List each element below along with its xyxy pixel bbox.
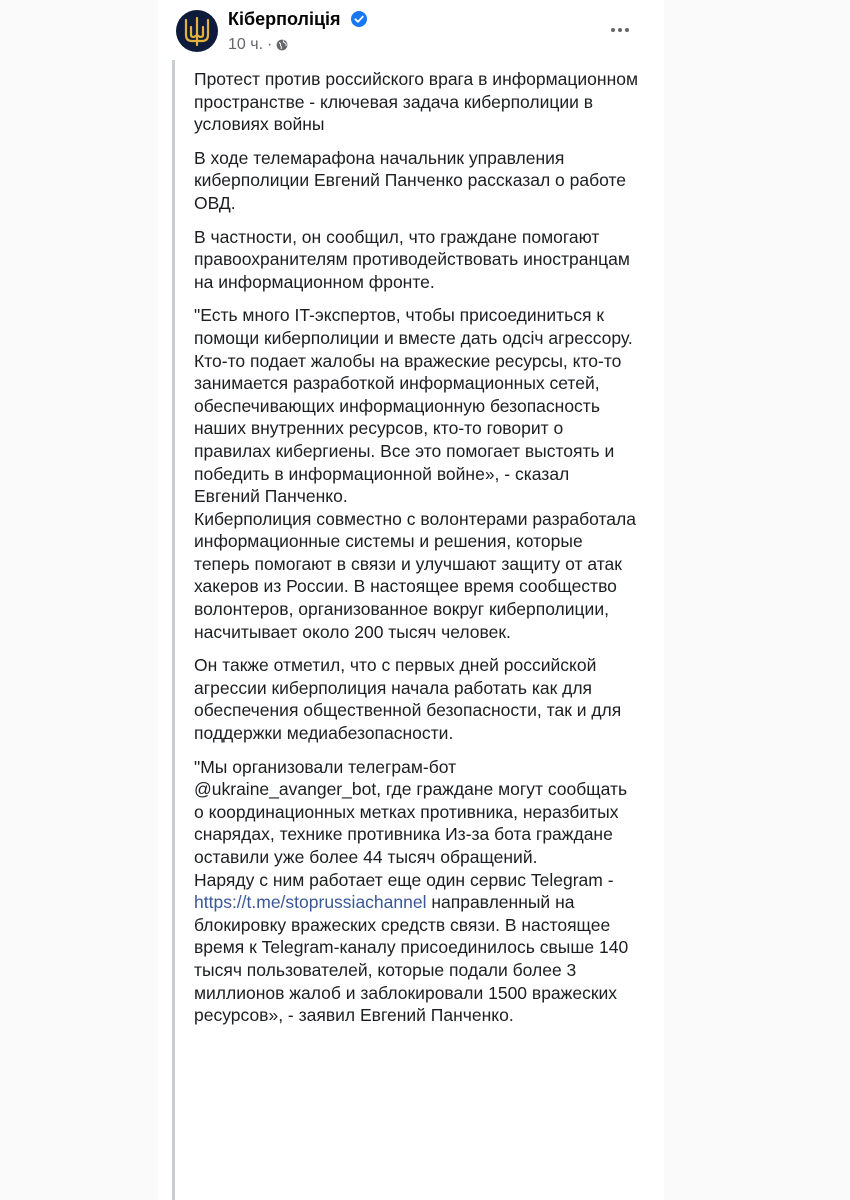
post-paragraph: "Есть много IT-экспертов, чтобы присоединиться к помощи киберполиции и вместе дать одсіч агрессору. Кто-то подает жалобы на вражеские ресурсы, кто-то занимается разработкой информационных сетей, обеспечивающих информационную безопасность наших внутренних ресурсов, кто-то говорит о правилах кибергиены. Все это помогает выстоять и победить в информационной войне», - сказал Евгений Панченко. (194, 305, 633, 507)
post-timestamp[interactable]: 10 ч. (228, 36, 264, 53)
more-options-icon[interactable] (606, 20, 634, 40)
post-paragraph: Киберполиция совместно с волонтерами разработала информационные системы и решения, которые теперь помогают в связи и улучшают защиту от атак хакеров из России. В настоящее время сообщество волонтеров, организованное вокруг киберполиции, насчитывает около 200 тысяч человек. (194, 508, 636, 642)
meta-separator: · (267, 36, 273, 53)
telegram-channel-link[interactable]: https://t.me/stoprussiachannel (194, 892, 427, 913)
post-meta (228, 36, 288, 54)
post-paragraph: В частности, он сообщил, что граждане помогают правоохранителям противодействовать иностранцам на информационном фронте. (194, 226, 630, 292)
paragraph-text: направленный на блокировку вражеских средств связи. В настоящее время к Telegram-каналу присоединилось свыше 140 тысяч пользователей, которые подали более 3 миллионов жалоб и заблокировали 1500 вражеских ресурсов», - заявил Евгений Панченко. (194, 892, 629, 1026)
post-paragraph: Он также отметил, что с первых дней российской агрессии киберполиция начала работать как для обеспечения общественной безопасности, так и для поддержки медиабезопасности. (194, 655, 622, 744)
post-paragraph: В ходе телемарафона начальник управления киберполиции Евгений Панченко рассказал о работе ОВД. (194, 147, 627, 213)
post-header (172, 6, 652, 58)
verified-badge-icon (351, 11, 367, 27)
post-paragraph: Протест против российского врага в информационном пространстве - ключевая задача киберполиции в условиях войны (194, 69, 638, 135)
trident-icon (182, 15, 212, 47)
post-text (194, 68, 638, 1038)
quote-bar (172, 60, 175, 1200)
page-name-row (228, 9, 367, 30)
post-paragraph: "Мы организовали телеграм-бот @ukraine_avanger_bot, где граждане могут сообщать о координационных метках противника, неразбитых снарядах, технике противника Из-за бота граждане оставили уже более 44 тысяч обращений. (194, 756, 628, 867)
page-avatar[interactable] (176, 10, 218, 52)
globe-icon (276, 39, 288, 51)
page-name[interactable]: Кіберполіція (228, 9, 341, 29)
facebook-post (158, 0, 664, 1200)
paragraph-text: Наряду с ним работает еще один сервис Telegram - (194, 869, 614, 890)
post-paragraph-with-link (194, 869, 638, 1027)
